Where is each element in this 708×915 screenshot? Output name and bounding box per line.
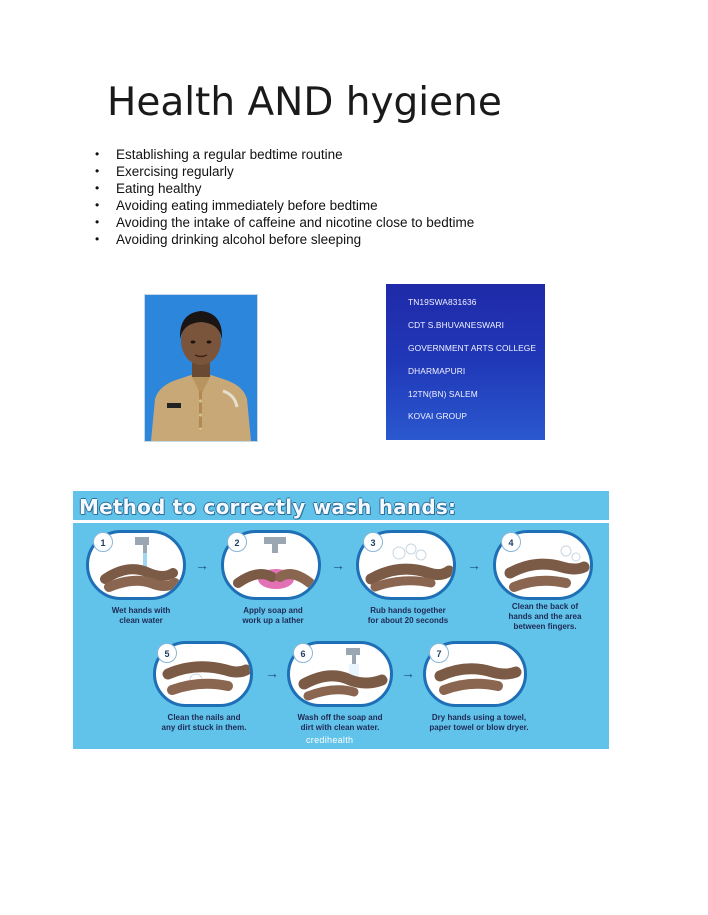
group-name: KOVAI GROUP: [408, 411, 468, 421]
cadet-id-number: TN19SWA831636: [408, 297, 477, 307]
list-item: • Avoiding drinking alcohol before sleeping: [95, 231, 474, 248]
step-number: 3: [363, 532, 383, 552]
step-number: 5: [157, 643, 177, 663]
college-name: GOVERNMENT ARTS COLLEGE: [408, 343, 537, 353]
step-caption: Apply soap and work up a lather: [242, 606, 304, 625]
handwash-infographic: [73, 491, 609, 749]
step-caption: Clean the nails and any dirt stuck in them.: [161, 713, 247, 732]
step-number: 7: [429, 643, 449, 663]
battalion-name: 12TN(BN) SALEM: [408, 389, 478, 399]
step-caption: Dry hands using a towel, paper towel or blow dryer.: [429, 713, 529, 732]
step-number: 4: [501, 532, 521, 552]
person-portrait-icon: [145, 295, 257, 441]
cadet-name: CDT S.BHUVANESWARI: [408, 320, 505, 330]
step-number: 2: [227, 532, 247, 552]
step-caption: Wet hands with clean water: [111, 606, 171, 625]
step-caption: Rub hands together for about 20 seconds: [367, 606, 449, 625]
step-caption: Clean the back of hands and the area between fingers.: [508, 602, 582, 631]
handwash-title: Method to correctly wash hands:: [79, 495, 457, 519]
list-item: • Exercising regularly: [95, 163, 474, 180]
arrow-icon: →: [331, 557, 345, 573]
list-item: • Avoiding the intake of caffeine and nicotine close to bedtime: [95, 214, 474, 231]
arrow-icon: →: [401, 665, 415, 681]
title-divider: [73, 520, 609, 523]
list-item: • Establishing a regular bedtime routine: [95, 146, 474, 163]
hygiene-list: [95, 146, 474, 248]
arrow-icon: →: [265, 665, 279, 681]
list-item: • Eating healthy: [95, 180, 474, 197]
brand-logo: credihealth: [306, 735, 354, 745]
page-title: Health AND hygiene: [107, 80, 502, 125]
step-caption: Wash off the soap and dirt with clean water.: [297, 713, 383, 732]
arrow-icon: →: [195, 557, 209, 573]
cadet-info-card: [386, 284, 545, 440]
cadet-photo: [144, 294, 258, 442]
list-item: • Avoiding eating immediately before bedtime: [95, 197, 474, 214]
step-number: 1: [93, 532, 113, 552]
arrow-icon: →: [467, 557, 481, 573]
step-number: 6: [293, 643, 313, 663]
city-name: DHARMAPURI: [408, 366, 466, 376]
